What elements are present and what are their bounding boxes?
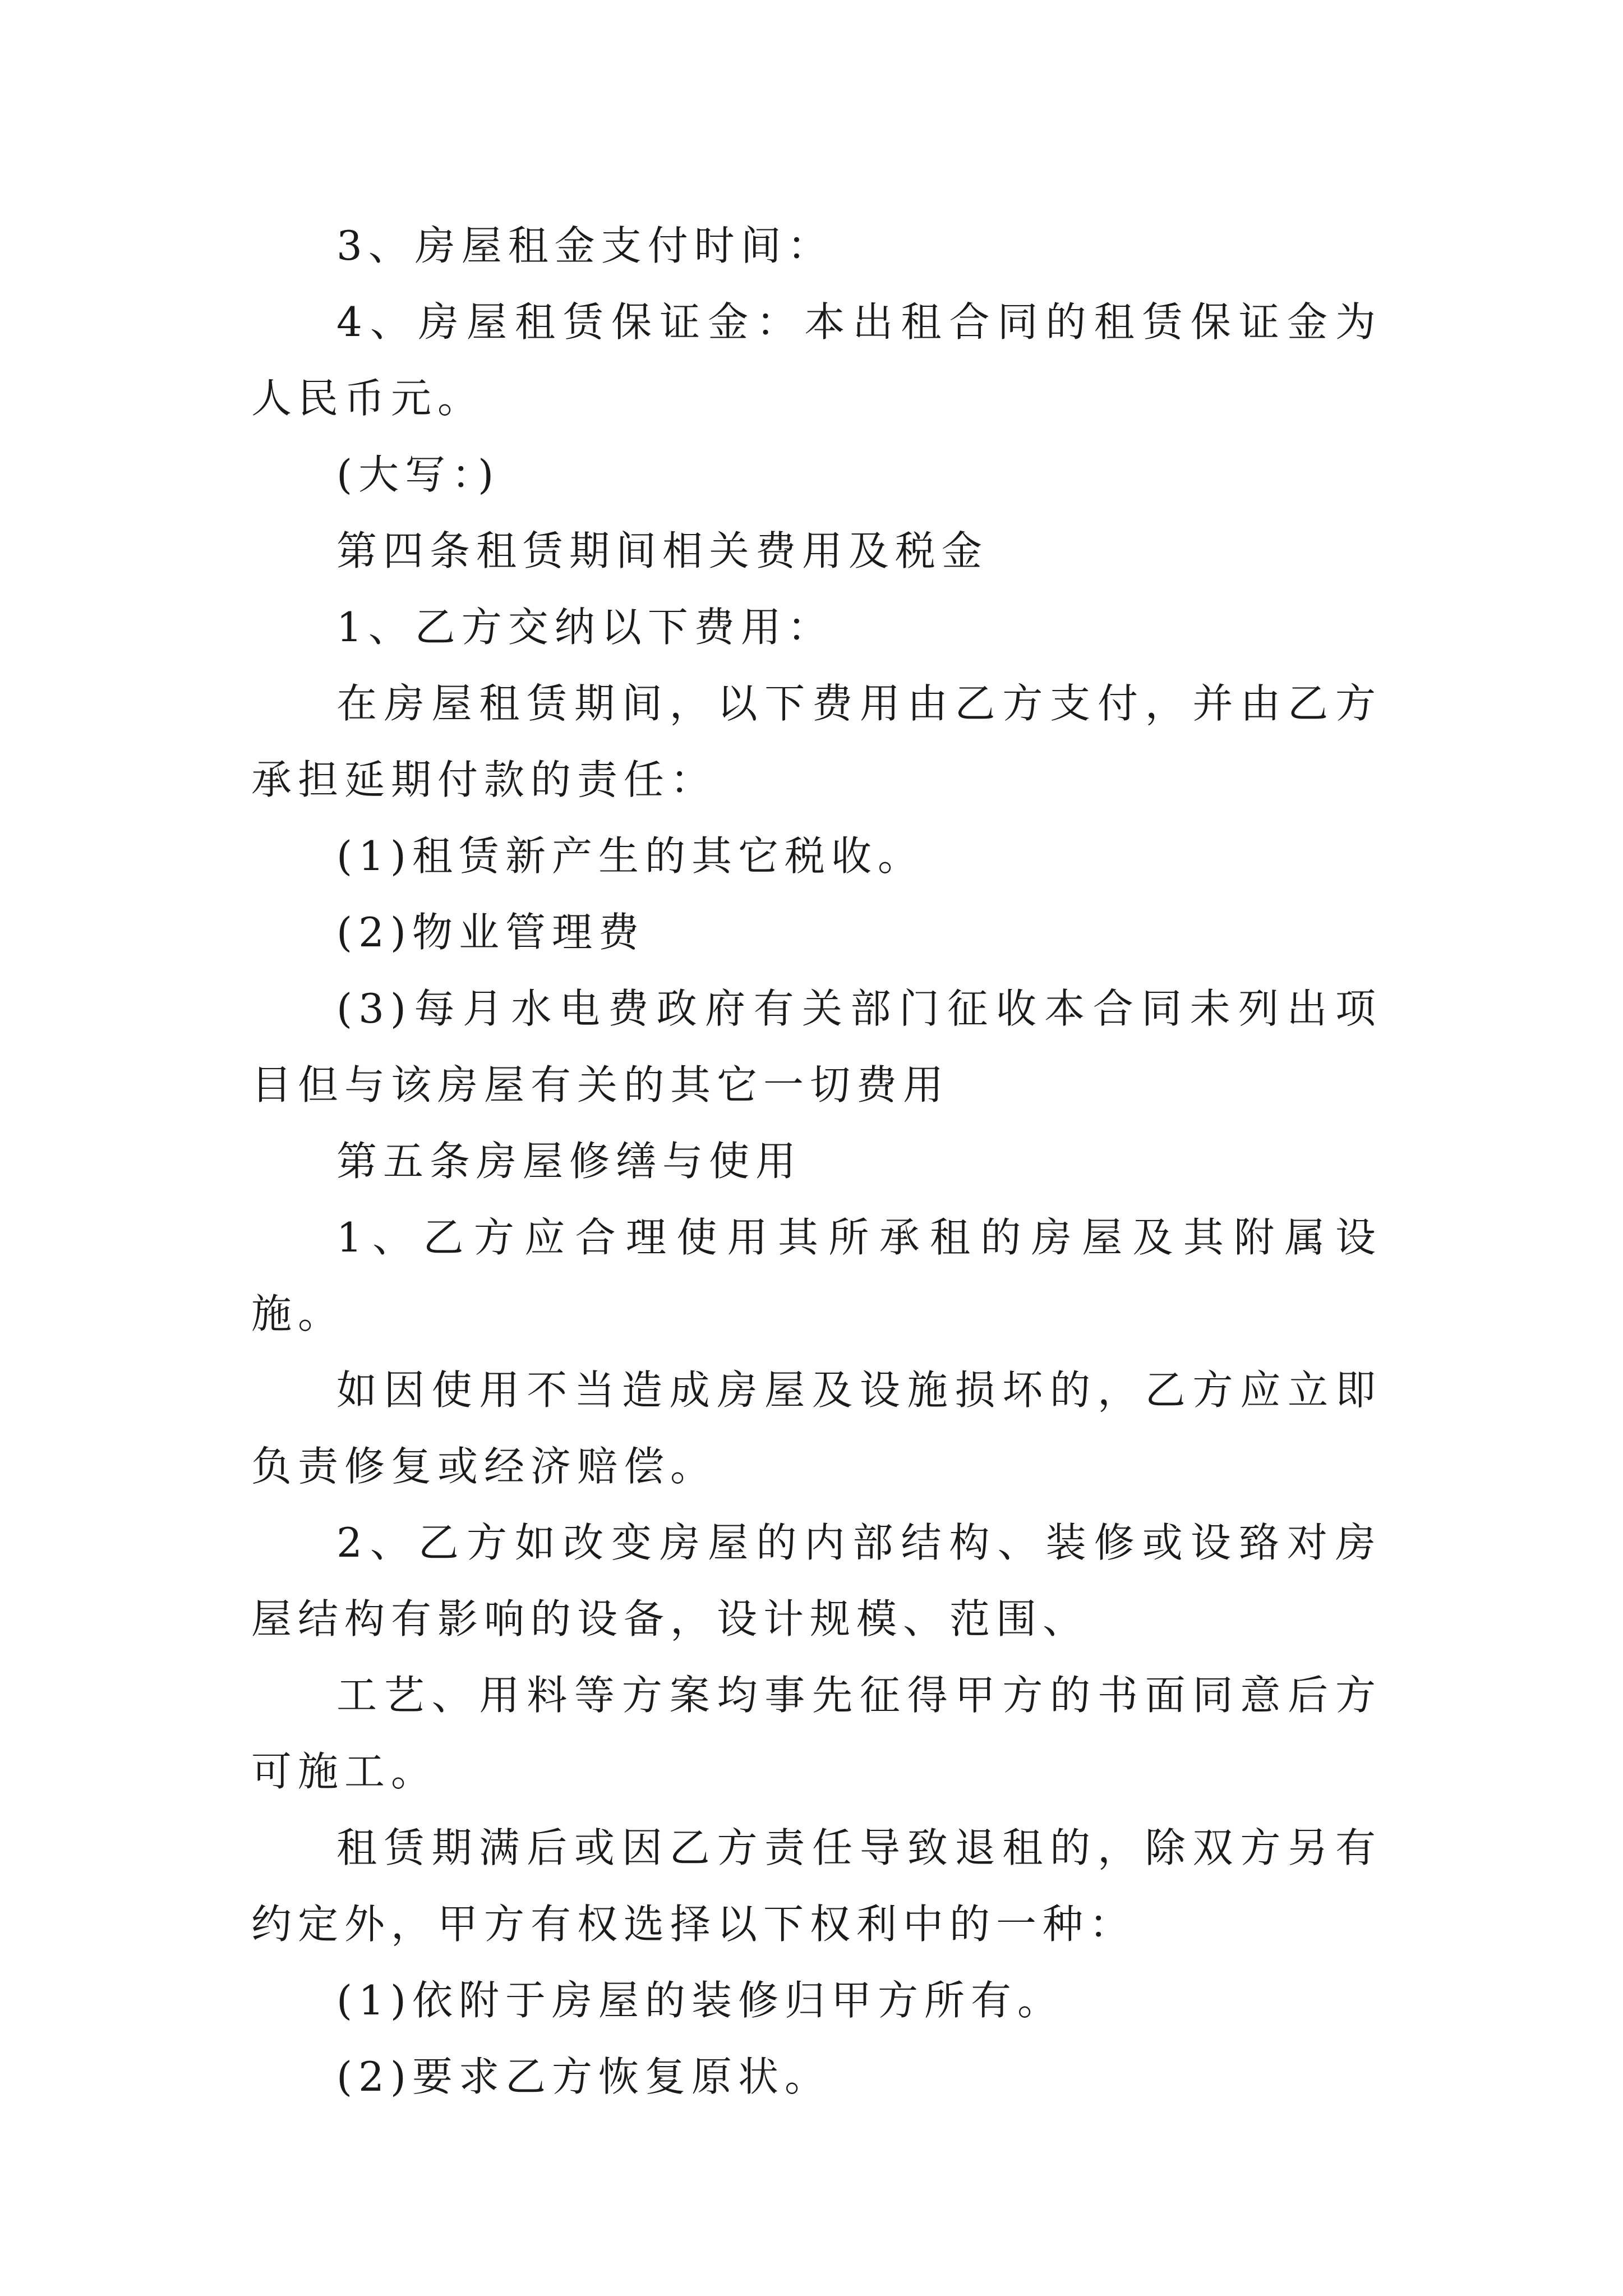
list-item-decoration-ownership: (1)依附于房屋的装修归甲方所有。: [336, 1977, 1064, 2024]
paragraph-proper-use: 1、乙方应合理使用其所承租的房屋及其附属设施。: [251, 1214, 1382, 1337]
list-item-taxes: (1)租赁新产生的其它税收。: [336, 832, 924, 880]
document-body: [251, 208, 1382, 2115]
paragraph-fees-during-lease: 在房屋租赁期间，以下费用由乙方支付，并由乙方承担延期付款的责任：: [251, 680, 1382, 803]
list-item-utilities: (3)每月水电费政府有关部门征收本合同未列出项目但与该房屋有关的其它一切费用: [251, 985, 1382, 1108]
heading-article-four: 第四条租赁期间相关费用及税金: [336, 527, 989, 574]
paragraph-damage-repair: 如因使用不当造成房屋及设施损坏的，乙方应立即负责修复或经济赔偿。: [251, 1366, 1382, 1490]
list-item-restore-original: (2)要求乙方恢复原状。: [336, 2053, 831, 2100]
heading-article-five: 第五条房屋修缮与使用: [336, 1138, 803, 1185]
paragraph-written-consent: 工艺、用料等方案均事先征得甲方的书面同意后方可施工。: [251, 1672, 1382, 1795]
paragraph-tenant-fees: 1、乙方交纳以下费用：: [336, 604, 834, 651]
paragraph-deposit-capitalized: (大写：): [336, 451, 500, 498]
paragraph-structural-changes: 2、乙方如改变房屋的内部结构、装修或设臵对房屋结构有影响的设备，设计规模、范围、: [251, 1519, 1382, 1642]
paragraph-lease-end-rights: 租赁期满后或因乙方责任导致退租的，除双方另有约定外，甲方有权选择以下权利中的一种：: [251, 1824, 1382, 1948]
paragraph-security-deposit: 4、房屋租赁保证金：本出租合同的租赁保证金为人民币元。: [251, 298, 1382, 422]
list-item-property-management-fee: (2)物业管理费: [336, 909, 645, 956]
paragraph-rent-payment-time: 3、房屋租金支付时间：: [336, 222, 834, 269]
